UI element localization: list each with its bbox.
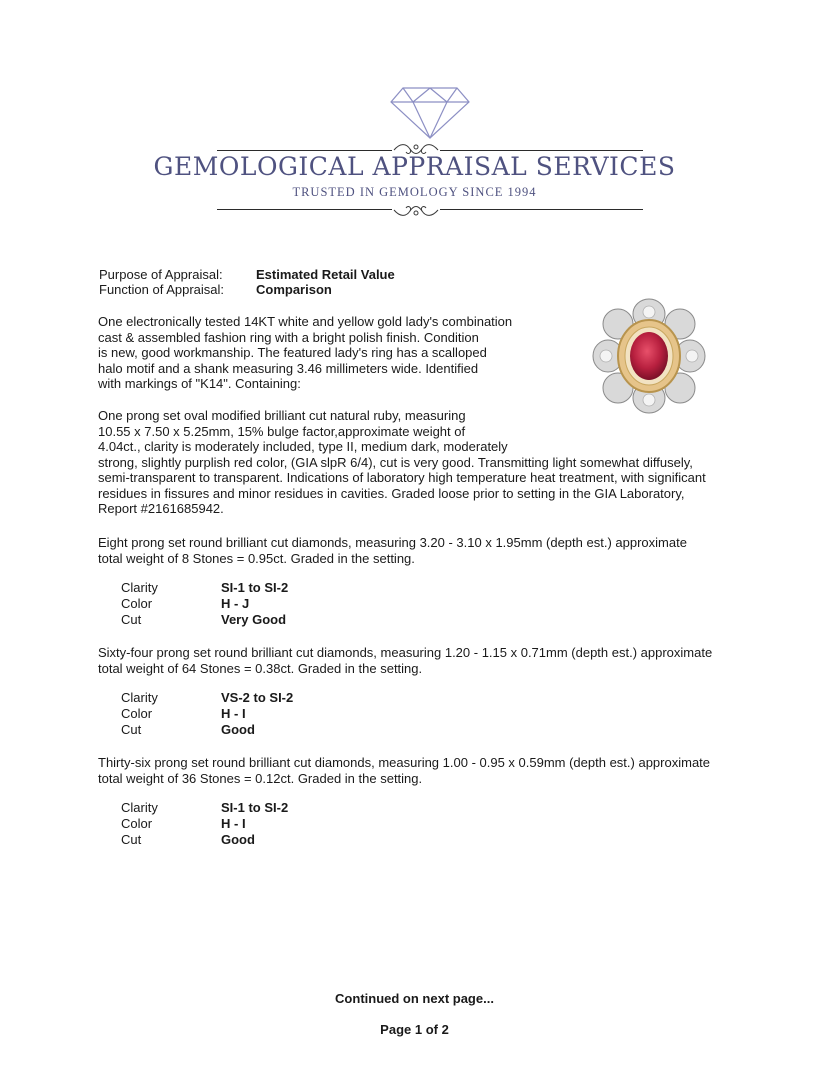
grade-label: Color [121,705,153,721]
diamond-group-text: Thirty-six prong set round brilliant cut diamonds, measuring 1.00 - 0.95 x 0.59mm (depth est.) approximate total weight of 36 Stones = 0.12ct. Graded in the setting. [98,755,711,786]
function-value: Comparison [256,282,332,297]
grade-value: SI-1 to SI-2 [221,800,289,815]
grade-table [121,690,293,737]
ring-photo [590,296,708,416]
grade-row [121,832,288,848]
ruby-description: One prong set oval modified brilliant cut natural ruby, measuring 10.55 x 7.50 x 5.25mm, 15% bulge factor,approximate weight of 4.04ct., clarity is moderately included, type II, medium dark, moderately strong, slightly purplish red color, (GIA slpR 6/4), cut is very good. Transmitting light somewhat diffusely, semi-transparent to transparent. Indications of laboratory high temperature heat treatment, with significant residues in fissures and minor residues in cavities. Graded loose prior to setting in the GIA Laboratory, Report #2161685942. [98,408,706,516]
grade-value: SI-1 to SI-2 [221,580,289,595]
grade-row [121,580,288,596]
grade-row [121,690,293,706]
top-rule [440,150,643,151]
grade-table [121,580,288,627]
grade-label: Cut [121,831,142,847]
function-label: Function of Appraisal: [99,282,225,297]
page-number: Page 1 of 2 [380,1022,449,1037]
diamond-icon [389,86,471,140]
diamond-group-text: Sixty-four prong set round brilliant cut diamonds, measuring 1.20 - 1.15 x 0.71mm (depth est.) approximate total weight of 64 Stones = 0.38ct. Graded in the setting. [98,645,713,676]
grade-label: Color [121,595,153,611]
grade-row [121,816,288,832]
grade-value: Very Good [221,611,287,627]
top-rule [217,150,392,151]
grade-row [121,596,288,612]
flourish-icon [392,201,440,219]
grade-value: Good [221,721,255,737]
continued-note: Continued on next page... [335,991,494,1006]
grade-value: H - I [221,815,246,831]
appraisal-meta [99,267,395,297]
diamond-group-text: Eight prong set round brilliant cut diamonds, measuring 3.20 - 3.10 x 1.95mm (depth est.) approximate total weight of 8 Stones = 0.95ct. Graded in the setting. [98,535,687,566]
grade-value: H - J [221,595,250,611]
grade-row [121,800,288,816]
purpose-label: Purpose of Appraisal: [99,267,223,282]
bottom-rule [440,209,643,210]
grade-table [121,800,288,847]
ring-description: One electronically tested 14KT white and yellow gold lady's combination cast & assembled fashion ring with a bright polish finish. Condition is new, good workmanship. The featured lady's ring has a scalloped halo motif and a shank measuring 3.46 millimeters wide. Identified with markings of "K14". Containing: [98,314,513,391]
letterhead [0,0,829,240]
bottom-rule [217,209,392,210]
grade-label: Color [121,815,153,831]
grade-row [121,706,293,722]
grade-row [121,612,288,628]
grade-label: Clarity [121,800,158,815]
brand-tagline: TRUSTED IN GEMOLOGY SINCE 1994 [292,185,537,199]
grade-value: H - I [221,705,246,721]
grade-row [121,722,293,738]
brand-name: GEMOLOGICAL APPRAISAL SERVICES [153,152,676,181]
function-row [99,282,395,297]
grade-value: Good [221,831,255,847]
grade-label: Cut [121,721,142,737]
purpose-value: Estimated Retail Value [256,267,395,282]
grade-value: VS-2 to SI-2 [221,690,294,705]
grade-label: Clarity [121,690,158,705]
purpose-row [99,267,395,282]
grade-label: Clarity [121,580,158,595]
grade-label: Cut [121,611,142,627]
